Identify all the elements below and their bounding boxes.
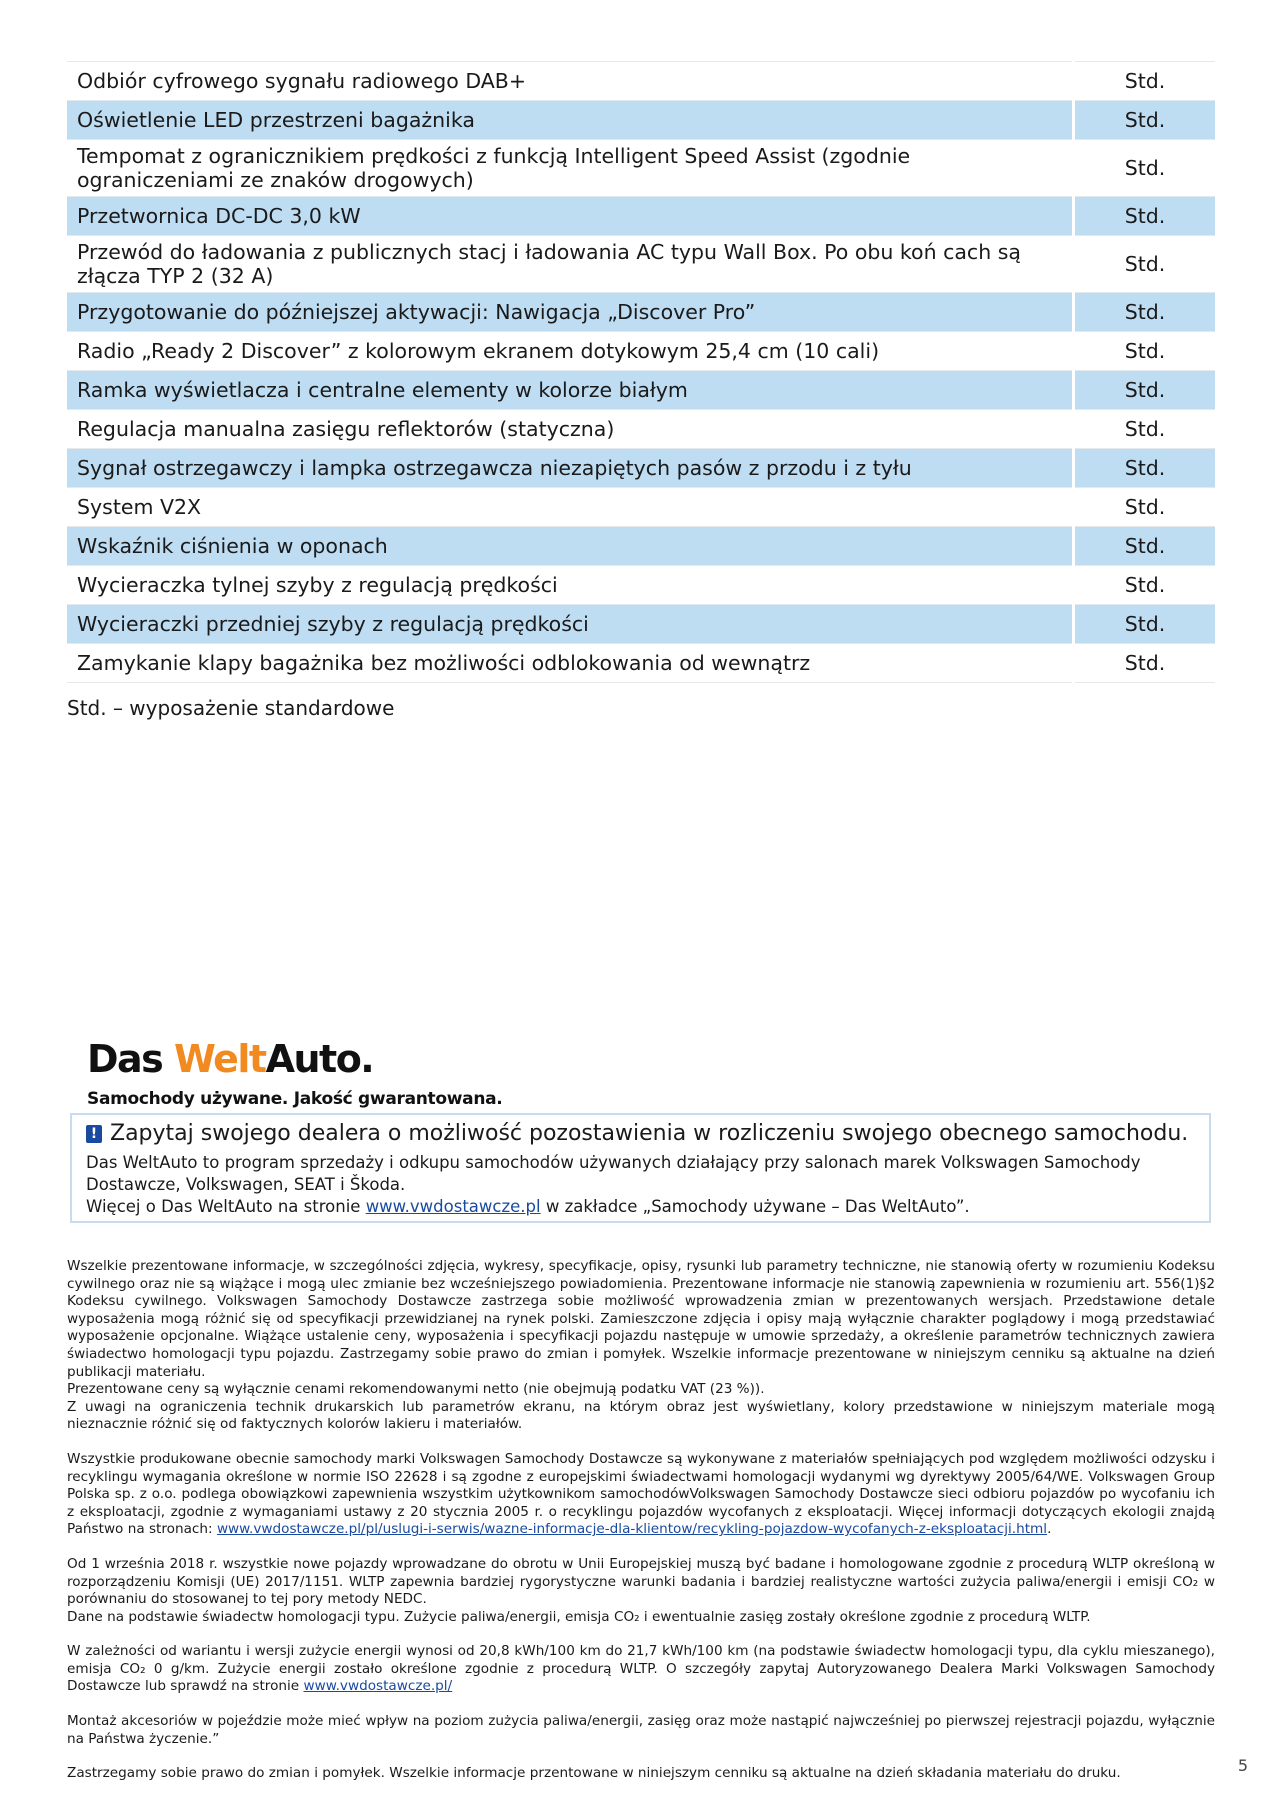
table-row xyxy=(67,527,1215,566)
dealer-heading xyxy=(86,1121,1195,1146)
table-row xyxy=(67,140,1215,197)
equipment-availability: Std. xyxy=(1074,527,1216,566)
table-row xyxy=(67,236,1215,293)
table-row xyxy=(67,197,1215,236)
disclaimer-paragraph-4 xyxy=(67,1643,1215,1696)
table-row xyxy=(67,371,1215,410)
table-row xyxy=(67,605,1215,644)
dealer-body-line2 xyxy=(86,1196,1195,1218)
dealer-heading-text: Zapytaj swojego dealera o możliwość pozostawienia w rozliczeniu swojego obecnego samochodu. xyxy=(110,1121,1189,1146)
equipment-name: Radio „Ready 2 Discover” z kolorowym ekranem dotykowym 25,4 cm (10 cali) xyxy=(77,339,880,363)
table-row xyxy=(67,293,1215,332)
equipment-availability: Std. xyxy=(1074,101,1216,140)
equipment-table xyxy=(67,61,1215,683)
equipment-name: Tempomat z ogranicznikiem prędkości z funkcją Intelligent Speed Assist (zgodnie ograniczeniami ze znaków drogowych) xyxy=(77,144,911,192)
disclaimer-paragraph-1: Wszelkie prezentowane informacje, w szczególności zdjęcia, wykresy, specyfikacje, opisy, rysunki lub parametry techniczne, nie stanowią oferty w rozumieniu Kodeksu cywilnego oraz nie są wiążące i mogą ulec zmianie bez wcześniejszego powiadomienia. Prezentowane informacje nie stanowią zapewnienia w rozumieniu art. 556(1)§2 Kodeksu cywilnego. Volkswagen Samochody Dostawcze zastrzega sobie możliwość wprowadzenia zmian w prezentowanych wersjach. Przedstawione detale wyposażenia mogą różnić się od specyfikacji przewidzianej na rynek polski. Zamieszczone zdjęcia i opisy mają wyłącznie charakter poglądowy i mogą przedstawiać wyposażenie opcjonalne. Wiążące ustalenie ceny, wyposażenia i specyfikacji pojazdu następuje w umowie sprzedaży, a określenie parametrów technicznych zawiera świadectwo homologacji typu pojazdu. Zastrzegamy sobie prawo do zmian i pomyłek. Wszelkie informacje prezentowane w niniejszym cenniku są aktualne na dzień publikacji materiału. Prezentowane ceny są wyłącznie cenami rekomendowanymi netto (nie obejmują podatku VAT (23 %)). Z uwagi na ograniczenia technik drukarskich lub parametrów ekranu, na którym obraz jest wyświetlany, kolory przedstawione w niniejszym materiale mogą nieznacznie różnić się od faktycznych kolorów lakieru i materiałów. xyxy=(67,1258,1215,1433)
disclaimer-paragraph-2-text: Wszystkie produkowane obecnie samochody marki Volkswagen Samochody Dostawcze są wykonywane z materiałów spełniających pod względem możliwości odzysku i recyklingu wymagania określone w normie ISO 22628 i są zgodne z europejskimi świadectwami homologacji wydanymi wg dyrektywy 2005/64/WE. Volkswagen Group Polska sp. z o.o. podlega obowiązkowi zapewnienia wszystkim użytkownikom samochodówVolkswagen Samochody Dostawcze sieci odbioru pojazdów po wycofaniu ich z eksploatacji, zgodnie z wymaganiami ustawy z 20 stycznia 2005 r. o recyklingu pojazdów wycofanych z eksploatacji. Więcej informacji dotyczących ekologii znajdą Państwo na stronach: xyxy=(67,1450,1215,1538)
equipment-availability: Std. xyxy=(1074,197,1216,236)
equipment-availability: Std. xyxy=(1074,140,1216,197)
equipment-name: Odbiór cyfrowego sygnału radiowego DAB+ xyxy=(77,69,527,93)
equipment-name: Zamykanie klapy bagażnika bez możliwości odblokowania od wewnątrz xyxy=(77,651,811,675)
equipment-availability: Std. xyxy=(1074,644,1216,683)
equipment-name: Przetwornica DC-DC 3,0 kW xyxy=(67,197,1074,236)
table-row xyxy=(67,410,1215,449)
page-number: 5 xyxy=(1237,1756,1248,1775)
disclaimer-paragraph-6: Zastrzegamy sobie prawo do zmian i pomyłek. Wszelkie informacje przentowane w niniejszym cenniku są aktualne na dzień składania materiału do druku. xyxy=(67,1765,1121,1782)
disclaimer-paragraph-2 xyxy=(67,1451,1215,1539)
equipment-availability: Std. xyxy=(1074,410,1216,449)
equipment-availability: Std. xyxy=(1074,62,1216,101)
table-row xyxy=(67,644,1215,683)
legal-disclaimer xyxy=(67,1258,1215,1800)
logo-auto: Auto. xyxy=(265,1037,374,1081)
das-weltauto-logo xyxy=(87,1037,503,1109)
legend-note: Std. – wyposażenie standardowe xyxy=(67,696,395,720)
equipment-name: Przewód do ładowania z publicznych stacj i ładowania AC typu Wall Box. Po obu koń cach są złącza TYP 2 (32 A) xyxy=(77,240,1021,288)
dealer-body-suffix: w zakładce „Samochody używane – Das WeltAuto”. xyxy=(540,1197,970,1216)
equipment-name: Ramka wyświetlacza i centralne elementy w kolorze białym xyxy=(67,371,1074,410)
equipment-name: Wycieraczki przedniej szyby z regulacją prędkości xyxy=(67,605,1074,644)
equipment-name: Przygotowanie do późniejszej aktywacji: Nawigacja „Discover Pro” xyxy=(67,293,1074,332)
table-row xyxy=(67,101,1215,140)
vwdostawcze-homepage-link[interactable]: www.vwdostawcze.pl/ xyxy=(303,1678,453,1695)
equipment-availability: Std. xyxy=(1074,488,1216,527)
dealer-body xyxy=(86,1152,1195,1218)
disclaimer-paragraph-5: Montaż akcesoriów w pojeździe może mieć wpływ na poziom zużycia paliwa/energii, zasięg oraz może nastąpić najwcześniej po pierwszej rejestracji pojazdu, wyłącznie na Państwa życzenie.” xyxy=(67,1713,1215,1747)
table-row xyxy=(67,566,1215,605)
dealer-info-box xyxy=(70,1113,1211,1223)
logo-tagline: Samochody używane. Jakość gwarantowana. xyxy=(87,1089,503,1109)
equipment-availability: Std. xyxy=(1074,332,1216,371)
table-row xyxy=(67,62,1215,101)
dealer-body-prefix: Więcej o Das WeltAuto na stronie xyxy=(86,1197,366,1216)
equipment-availability: Std. xyxy=(1074,371,1216,410)
table-row xyxy=(67,449,1215,488)
exclamation-icon: ! xyxy=(86,1125,102,1143)
logo-wordmark xyxy=(87,1037,502,1081)
equipment-availability: Std. xyxy=(1074,566,1216,605)
equipment-availability: Std. xyxy=(1074,293,1216,332)
recycling-link[interactable]: www.vwdostawcze.pl/pl/uslugi-i-serwis/wazne-informacje-dla-klientow/recykling-pojazdow-wycofanych-z-eksploatacji.html xyxy=(216,1521,1048,1538)
table-row xyxy=(67,488,1215,527)
equipment-availability: Std. xyxy=(1074,449,1216,488)
equipment-availability: Std. xyxy=(1074,605,1216,644)
logo-das: Das xyxy=(87,1037,175,1081)
equipment-name: Wycieraczka tylnej szyby z regulacją prędkości xyxy=(77,573,558,597)
equipment-availability: Std. xyxy=(1074,236,1216,293)
logo-welt: Welt xyxy=(174,1037,266,1081)
disclaimer-paragraph-4-text: W zależności od wariantu i wersji zużycie energii wynosi od 20,8 kWh/100 km do 21,7 kWh/100 km (na podstawie świadectw homologacji typu, dla cyklu mieszanego), emisja CO₂ 0 g/km. Zużycie energii zostało określone zgodnie z procedurą WLTP. O szczegóły zapytaj Autoryzowanego Dealera Marki Volkswagen Samochody Dostawcze lub sprawdź na stronie xyxy=(67,1643,1215,1695)
disclaimer-paragraph-2-end: . xyxy=(1047,1521,1052,1538)
equipment-name: Sygnał ostrzegawczy i lampka ostrzegawcza niezapiętych pasów z przodu i z tyłu xyxy=(67,449,1074,488)
equipment-name: System V2X xyxy=(77,495,202,519)
equipment-name: Oświetlenie LED przestrzeni bagażnika xyxy=(67,101,1074,140)
vwdostawcze-link[interactable]: www.vwdostawcze.pl xyxy=(365,1197,541,1216)
dealer-body-line1: Das WeltAuto to program sprzedaży i odkupu samochodów używanych działający przy salonach marek Volkswagen Samochody Dostawcze, Volkswagen, SEAT i Škoda. xyxy=(86,1153,1141,1194)
table-row xyxy=(67,332,1215,371)
equipment-table-body xyxy=(67,62,1215,683)
equipment-name: Wskaźnik ciśnienia w oponach xyxy=(67,527,1074,566)
equipment-name: Regulacja manualna zasięgu reflektorów (statyczna) xyxy=(77,417,615,441)
disclaimer-paragraph-3: Od 1 września 2018 r. wszystkie nowe pojazdy wprowadzane do obrotu w Unii Europejskiej muszą być badane i homologowane zgodnie z procedurą WLTP określoną w rozporządzeniu Komisji (UE) 2017/1151. WLTP zapewnia bardziej rygorystyczne warunki badania i bardziej realistyczne wartości zużycia paliwa/energii i emisji CO₂ w porównaniu do stosowanej to tej pory metody NEDC. Dane na podstawie świadectw homologacji typu. Zużycie paliwa/energii, emisja CO₂ i ewentualnie zasięg zostały określone zgodnie z procedurą WLTP. xyxy=(67,1555,1215,1625)
